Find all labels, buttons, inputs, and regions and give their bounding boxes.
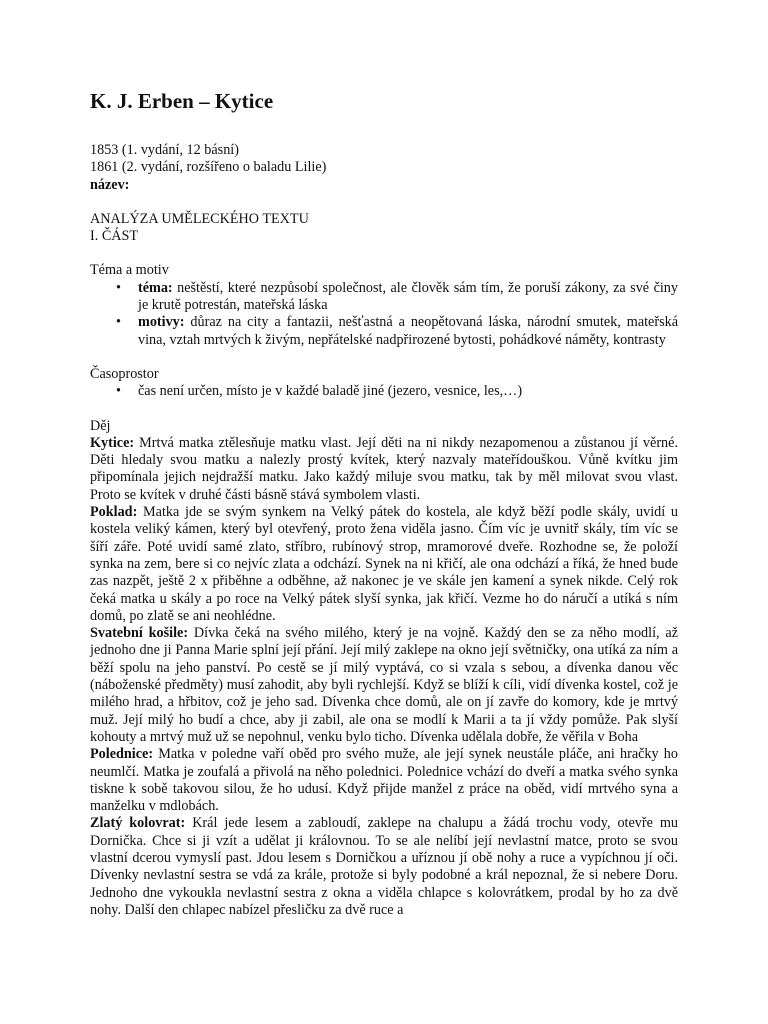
ballad-paragraph [90, 815, 678, 919]
casoprostor-list [90, 383, 678, 400]
list-item [138, 383, 678, 400]
ballad-text: Matka v poledne vaří oběd pro svého muže, ale její synek neustále pláče, ani hračky ho neumlčí. Matka je zoufalá a přivolá na něho polednici. Polednice vchází do dveří a matka svého synka tiskne k sobě takovou silou, že ho udusí. Když přijde manžel z práce na oběd, vidí mrtvého syna a manželku v mdlobách. [90, 746, 678, 815]
name-label-text: název: [90, 176, 130, 193]
spacer [90, 401, 678, 418]
ballad-text: Dívka čeká na svého milého, který je na vojně. Každý den se za něho modlí, až jednoho dne ji Panna Marie splní její přání. Její milý zaklepe na okno její světničky, ona utíká za ním a běží spolu na jeho panství. Po cestě se jí milý vyptává, co si vzala s sebou, a dívenka danou věc (náboženské předměty) musí zahodit, aby byli rychlejší. Když se blíží k cíli, vidí dívenka kostel, což je milého hrad, a hřbitov, což je jeho sad. Dívenka chce domů, ale on jí zavře do komory, kde je mrtvý muž. Její milý ho budí a chce, aby ji zabil, ale ona se modlí k Marii a ta jí vždy pomůže. Pak slyší kohouty a mrtvý muž už se nepohnul, venku bylo ticho. Dívenka udělala dobře, že věřila v Boha [90, 625, 678, 745]
tema-heading: Téma a motiv [90, 262, 169, 279]
casoprostor-heading: Časoprostor [90, 365, 159, 382]
item-label: motivy: [138, 314, 185, 331]
ballad-paragraph [90, 435, 678, 504]
item-text: důraz na city a fantazii, nešťastná a neopětovaná láska, národní smutek, mateřská vina, vztah mrtvých k živým, nepřátelské nadpřirozené bytosti, pohádkové náměty, kontrasty [138, 314, 678, 348]
spacer [90, 194, 678, 211]
spacer [90, 349, 678, 366]
ballad-paragraph [90, 746, 678, 815]
ballad-label: Polednice: [90, 746, 154, 763]
edition-1853: 1853 (1. vydání, 12 básní) [90, 142, 239, 158]
ballad-text: Mrtvá matka ztělesňuje matku vlast. Její děti na ni nikdy nezapomenou a zůstanou jí věrné. Děti hledaly svou matku a nalezly prostý kvítek, který nazvaly mateřídouškou. Vůně kvítku jim připomínala jejich nejdražší matku. Jako každý miluje svou matku, tak by měl milovat svou vlast. Proto se kvítek v druhé části básně stává symbolem vlasti. [90, 434, 678, 503]
ballad-text: Král jede lesem a zabloudí, zaklepe na chalupu a žádá trochu vody, otevře mu Dornička. Chce si ji vzít a udělat ji královnou. To se ale nelíbí její nevlastní matce, proto se svou vlastní dcerou vymyslí past. Jdou lesem s Dorničkou a uříznou jí obě nohy a ruce a vypíchnou jí oči. Dívenky nevlastní sestra se vdá za krále, protože si byly podobné a král nepoznal, že si nebere Doru. Jednoho dne vykoukla nevlastní sestra z okna a viděla chlapce s kolovrátkem, prodal by ho za dvě nohy. Další den chlapec nabízel přesličku za dvě ruce a [90, 815, 678, 918]
dej-heading: Děj [90, 417, 111, 434]
item-text: neštěstí, které nezpůsobí společnost, ale člověk sám tím, že poruší zákony, za své činy je krutě potrestán, mateřská láska [138, 279, 678, 314]
ballad-label: Svatební košile: [90, 625, 189, 642]
spacer [90, 245, 678, 262]
name-label [90, 177, 678, 194]
ballad-paragraph [90, 625, 678, 746]
document-title: K. J. Erben – Kytice [90, 89, 274, 113]
ballad-label: Kytice: [90, 434, 135, 451]
section-part: I. ČÁST [90, 228, 139, 245]
ballad-label: Poklad: [90, 504, 138, 521]
ballad-label: Zlatý kolovrat: [90, 815, 186, 832]
tema-list [90, 280, 678, 349]
section-heading: ANALÝZA UMĚLECKÉHO TEXTU [90, 210, 309, 227]
ballad-text: Matka jde se svým synkem na Velký pátek do kostela, ale když běží podle skály, uvidí u kostela veliký kámen, který byl otevřený, proto žena viděla jasno. Čím víc je uvnitř skály, tím víc se šíří záře. Poté uvidí samé zlato, stříbro, rubínový strop, mramorové dveře. Rozhodne se, že položí synka na zem, bere si co nejvíc zlata a odchází. Synek na ni křičí, ale ona odchází a říká, že hned bude zas nazpět, ještě 2 x přiběhne a odběhne, až nakonec je ve skále jen kamení a synek nikde. Celý rok čeká matka u skály a po roce na Velký pátek slyší synka, jak křičí. Vezme ho do náručí a utíká s ním domů, po zlatě se ani neohlédne. [90, 504, 678, 624]
ballad-paragraph [90, 504, 678, 625]
item-label: téma: [138, 279, 173, 296]
item-text: čas není určen, místo je v každé baladě jiné (jezero, vesnice, les,…) [138, 383, 523, 400]
edition-1861: 1861 (2. vydání, rozšířeno o baladu Lilie) [90, 159, 327, 176]
list-item [138, 314, 678, 349]
list-item [138, 280, 678, 315]
